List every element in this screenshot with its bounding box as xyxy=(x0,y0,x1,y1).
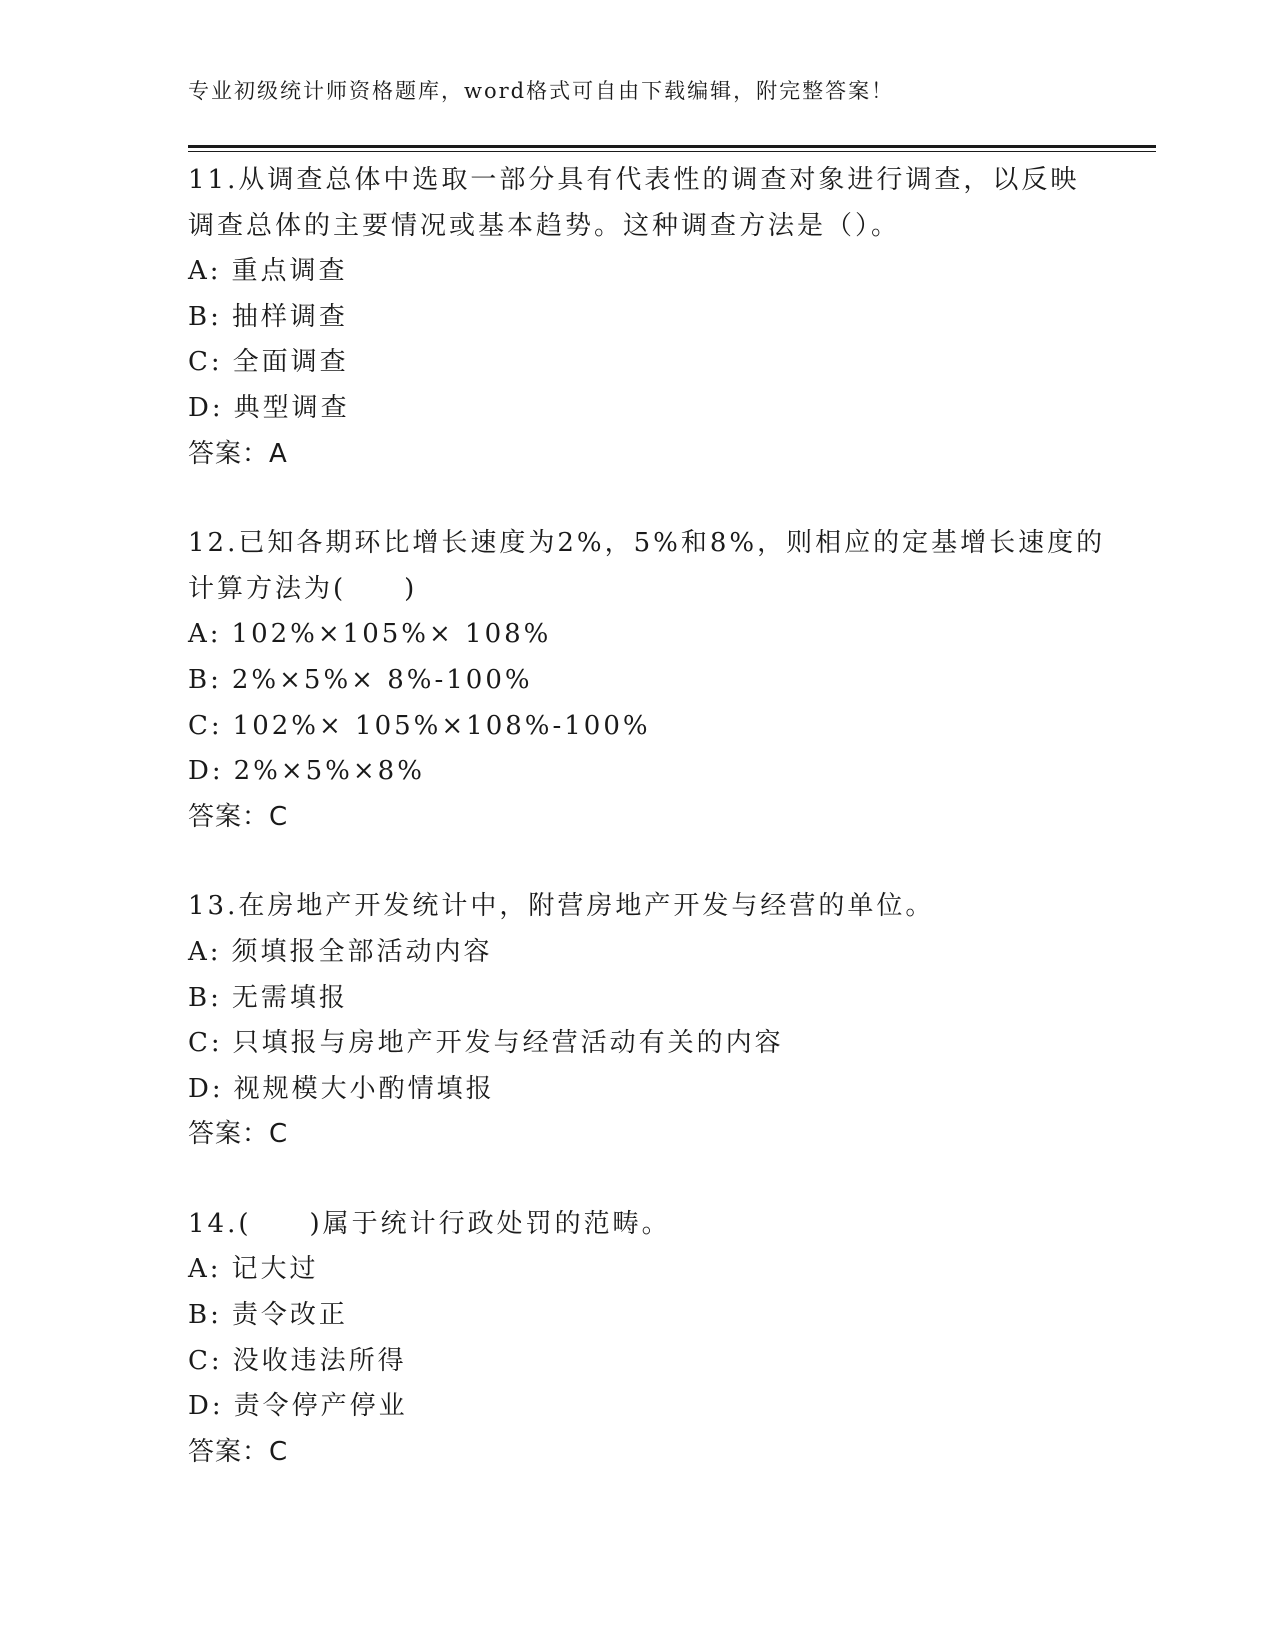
answer-label: 答案：C xyxy=(188,801,289,832)
option-letter: D: xyxy=(188,392,224,423)
question-14 xyxy=(188,1202,1088,1476)
option-text: 只填报与房地产开发与经营活动有关的内容 xyxy=(232,1028,784,1059)
option-letter: A: xyxy=(188,1254,222,1285)
header-divider-thin xyxy=(188,151,1156,152)
option-text: 没收违法所得 xyxy=(232,1345,407,1376)
option-letter: B: xyxy=(188,301,222,332)
option-text: 2%×5%× 8%-100% xyxy=(231,664,533,695)
option-c xyxy=(188,1339,1088,1385)
question-stem-line: 11.从调查总体中选取一部分具有代表性的调查对象进行调查，以反映 xyxy=(188,165,1080,195)
option-letter: C: xyxy=(188,1345,223,1376)
option-text: 全面调查 xyxy=(232,347,349,378)
option-letter: A: xyxy=(188,619,222,650)
question-stem-line: 计算方法为( ) xyxy=(188,573,418,604)
option-c xyxy=(188,1021,1088,1067)
option-text: 记大过 xyxy=(231,1254,319,1285)
option-d xyxy=(188,1384,1088,1430)
option-letter: C: xyxy=(188,347,223,378)
question-stem-line: 12.已知各期环比增长速度为2%，5%和8%，则相应的定基增长速度的 xyxy=(188,528,1106,559)
question-stem-line: 调查总体的主要情况或基本趋势。这种调查方法是（）。 xyxy=(188,210,901,241)
question-11 xyxy=(188,158,1088,477)
option-text: 102%× 105%×108%-100% xyxy=(232,710,651,741)
header-divider-thick xyxy=(188,145,1156,148)
option-a xyxy=(188,1247,1088,1293)
option-text: 重点调查 xyxy=(231,256,348,287)
header-note: 专业初级统计师资格题库，word格式可自由下载编辑，附完整答案！ xyxy=(188,79,895,103)
question-13 xyxy=(188,884,1088,1158)
question-stem-line: 14.( )属于统计行政处罚的范畴。 xyxy=(188,1208,671,1239)
option-letter: B: xyxy=(188,664,222,695)
option-a xyxy=(188,249,1088,295)
option-letter: C: xyxy=(188,710,223,741)
option-text: 责令改正 xyxy=(231,1300,348,1331)
answer-label: 答案：C xyxy=(188,1119,289,1150)
question-stem-line: 13.在房地产开发统计中，附营房地产开发与经营的单位。 xyxy=(188,891,935,922)
question-list xyxy=(188,158,1106,1519)
option-text: 典型调查 xyxy=(233,392,350,423)
option-b xyxy=(188,658,1088,704)
option-a xyxy=(188,612,1088,658)
option-b xyxy=(188,1293,1088,1339)
option-d xyxy=(188,1067,1088,1113)
option-letter: B: xyxy=(188,1300,222,1331)
option-text: 视规模大小酌情填报 xyxy=(233,1073,495,1104)
option-letter: D: xyxy=(188,1391,224,1422)
option-d xyxy=(188,386,1088,432)
option-letter: A: xyxy=(188,256,222,287)
option-c xyxy=(188,704,1088,750)
option-text: 102%×105%× 108% xyxy=(231,619,552,650)
answer-label: 答案：C xyxy=(188,1436,289,1467)
option-letter: D: xyxy=(188,756,224,787)
option-b xyxy=(188,976,1088,1022)
option-letter: A: xyxy=(188,936,222,967)
answer-label: 答案：A xyxy=(188,438,288,469)
option-text: 2%×5%×8% xyxy=(233,756,425,787)
option-letter: B: xyxy=(188,982,222,1013)
option-a xyxy=(188,930,1088,976)
option-text: 须填报全部活动内容 xyxy=(231,936,493,967)
option-b xyxy=(188,295,1088,341)
option-text: 责令停产停业 xyxy=(233,1391,408,1422)
option-d xyxy=(188,749,1088,795)
option-c xyxy=(188,340,1088,386)
option-text: 抽样调查 xyxy=(231,301,348,332)
option-letter: D: xyxy=(188,1073,224,1104)
option-letter: C: xyxy=(188,1028,223,1059)
question-12 xyxy=(188,521,1106,840)
option-text: 无需填报 xyxy=(231,982,348,1013)
